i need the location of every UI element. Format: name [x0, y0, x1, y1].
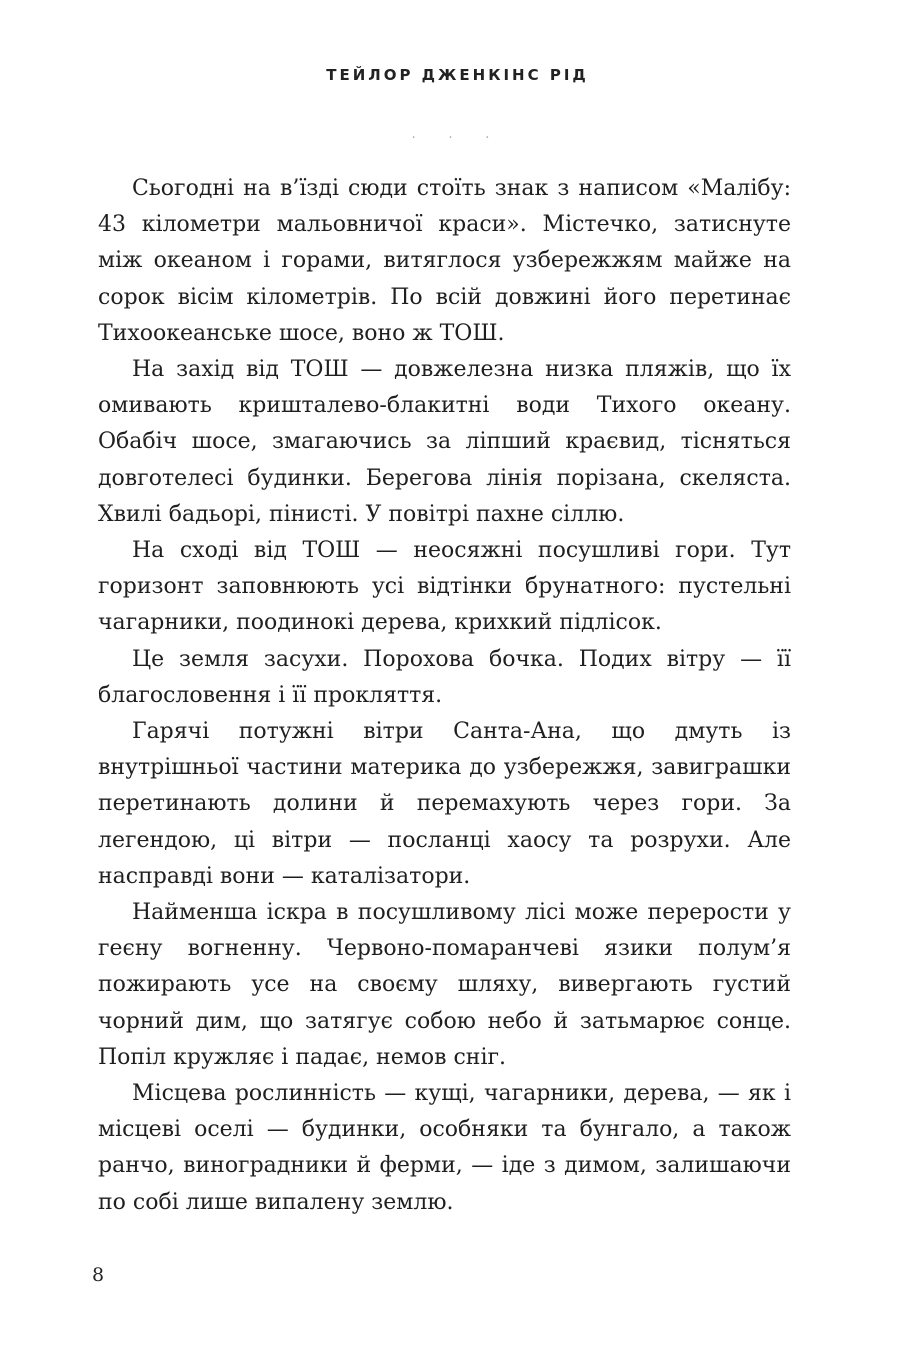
paragraph: Гарячі потужні вітри Санта-Ана, що дмуть із внутрішньої частини материка до узбережжя, завиграшки перетинають долини й перемахують через гори. За легендою, ці вітри — посланці хаосу та розрухи. Але насправді вони — каталізатори.: [98, 719, 791, 889]
body-text: [98, 171, 791, 1221]
running-head-author: ТЕЙЛОР ДЖЕНКІНС РІД: [326, 66, 589, 84]
paragraph: На захід від ТОШ — довжелезна низка пляжів, що їх омивають кришталево-блакитні води Тихого океану. Обабіч шосе, змагаючись за ліпший краєвид, тісняться довготелесі будинки. Берегова лінія порізана, скеляста. Хвилі бадьорі, пінисті. У повітрі пахне сіллю.: [98, 357, 791, 527]
paragraph: Найменша іскра в посушливому лісі може перерости у геєну вогненну. Червоно-помаранчеві язики полум’я пожирають усе на своєму шляху, вивергають густий чорний дим, що затягує собою небо й затьмарює сонце. Попіл кружляє і падає, немов сніг.: [98, 900, 791, 1070]
paragraph: Це земля засухи. Порохова бочка. Подих вітру — її благословення і її прокляття.: [98, 646, 791, 708]
paragraph: На сході від ТОШ — неосяжні посушливі гори. Тут горизонт заповнюють усі відтінки брунатного: пустельні чагарники, поодинокі дерева, крихкий підлісок.: [98, 538, 791, 636]
section-separator: · · ·: [411, 130, 504, 146]
page-number: 8: [92, 1264, 105, 1286]
paragraph: Сьогодні на в’їзді сюди стоїть знак з написом «Малібу: 43 кілометри мальовничої краси». Містечко, затиснуте між океаном і горами, витяглося узбережжям майже на сорок вісім кілометрів. По всій довжині його перетинає Тихоокеанське шосе, воно ж ТОШ.: [98, 176, 791, 346]
paragraph: Місцева рослинність — кущі, чагарники, дерева, — як і місцеві оселі — будинки, особняки та бунгало, а також ранчо, виноградники й ферми, — іде з димом, залишаючи по собі лише випалену землю.: [98, 1081, 791, 1215]
